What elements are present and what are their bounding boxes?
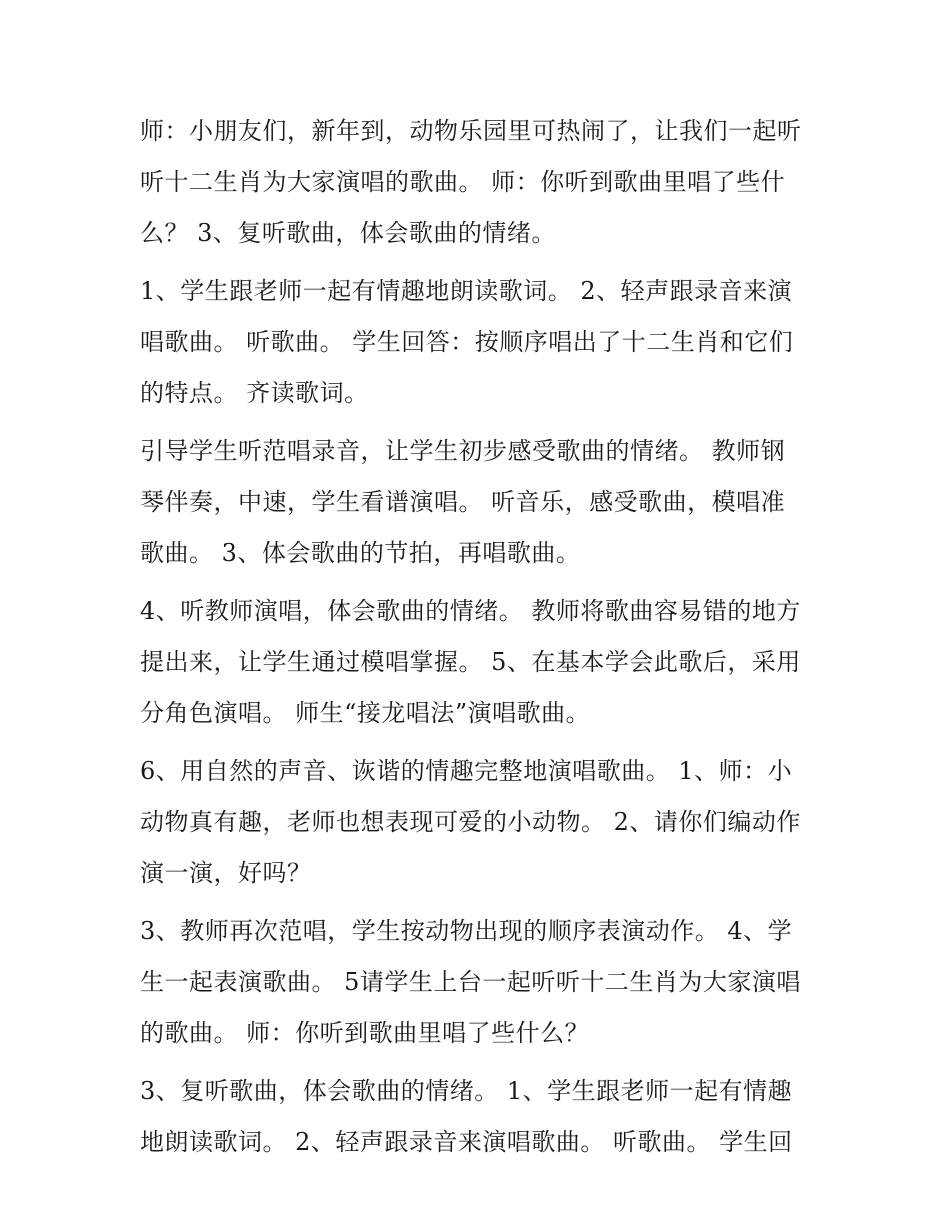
text-line: 么？ 3、复听歌曲，体会歌曲的情绪。 [140, 219, 556, 247]
paragraph-5 [140, 746, 820, 899]
paragraph-2 [140, 266, 820, 419]
text-line: 师：小朋友们，新年到，动物乐园里可热闹了，让我们一起听 [140, 117, 802, 145]
text-line: 4、听教师演唱，体会歌曲的情绪。 教师将歌曲容易错的地方 [140, 597, 801, 625]
paragraph-6 [140, 906, 820, 1059]
text-line: 1、学生跟老师一起有情趣地朗读歌词。 2、轻声跟录音来演 [140, 277, 793, 305]
text-line: 听十二生肖为大家演唱的歌曲。 师：你听到歌曲里唱了些什 [140, 168, 786, 196]
text-line: 动物真有趣，老师也想表现可爱的小动物。 2、请你们编动作 [140, 808, 801, 836]
text-line: 的特点。 齐读歌词。 [140, 379, 369, 407]
paragraph-4 [140, 586, 820, 739]
paragraph-7 [140, 1066, 820, 1168]
paragraph-1 [140, 106, 820, 259]
text-line: 6、用自然的声音、诙谐的情趣完整地演唱歌曲。 1、师：小 [140, 757, 793, 785]
text-line: 的歌曲。 师：你听到歌曲里唱了些什么？ [140, 1019, 590, 1047]
text-line: 唱歌曲。 听歌曲。 学生回答：按顺序唱出了十二生肖和它们 [140, 328, 794, 356]
text-line: 演一演，好吗？ [140, 859, 312, 887]
text-line: 引导学生听范唱录音，让学生初步感受歌曲的情绪。 教师钢 [140, 437, 786, 465]
text-line: 提出来，让学生通过模唱掌握。 5、在基本学会此歌后，采用 [140, 648, 801, 676]
text-line: 生一起表演歌曲。 5请学生上台一起听听十二生肖为大家演唱 [140, 968, 801, 996]
text-line: 分角色演唱。 师生“接龙唱法”演唱歌曲。 [140, 699, 591, 727]
text-line: 3、教师再次范唱，学生按动物出现的顺序表演动作。 4、学 [140, 917, 793, 945]
text-line: 琴伴奏，中速，学生看谱演唱。 听音乐，感受歌曲，模唱准 [140, 488, 786, 516]
text-line: 3、复听歌曲，体会歌曲的情绪。 1、学生跟老师一起有情趣 [140, 1077, 793, 1105]
document-body [140, 106, 820, 1175]
text-line: 地朗读歌词。 2、轻声跟录音来演唱歌曲。 听歌曲。 学生回 [140, 1128, 793, 1156]
paragraph-3 [140, 426, 820, 579]
text-line: 歌曲。 3、体会歌曲的节拍，再唱歌曲。 [140, 539, 581, 567]
